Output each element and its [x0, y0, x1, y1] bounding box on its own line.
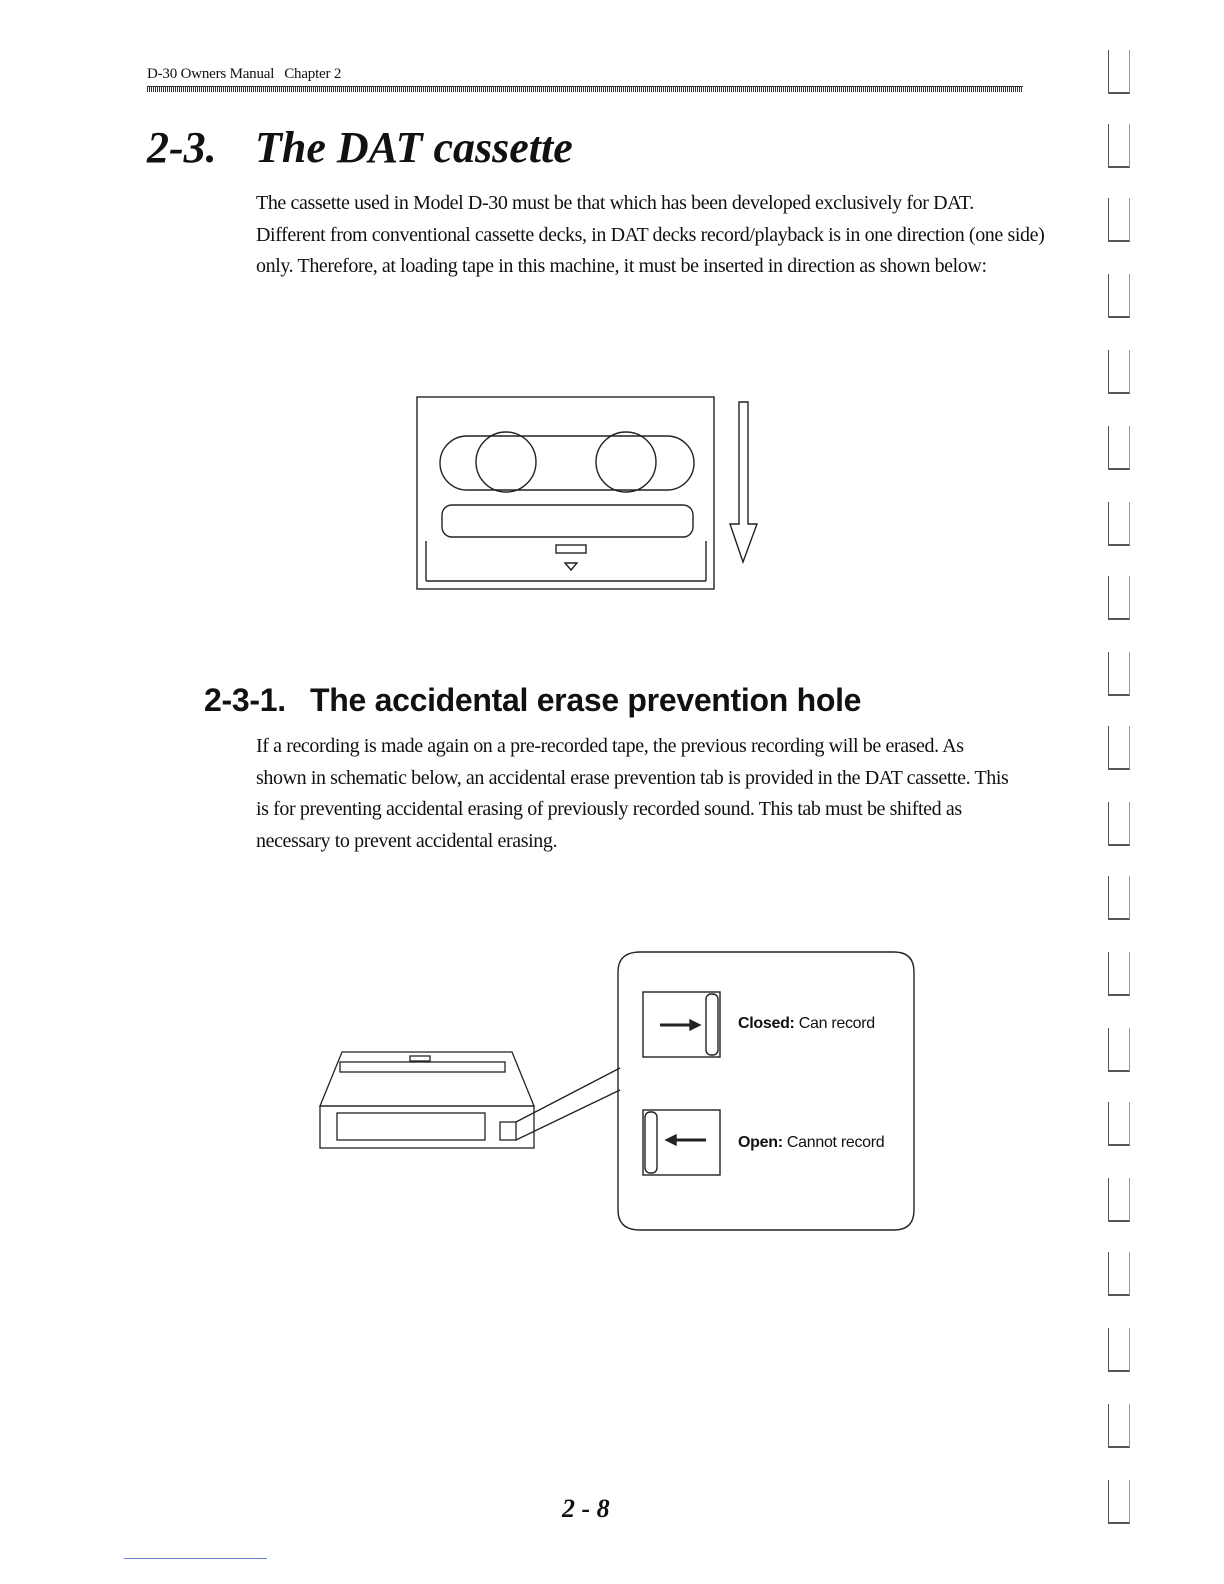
tab-detail-callout	[618, 952, 914, 1230]
index-tab	[1108, 652, 1130, 696]
subsection-heading	[204, 682, 861, 719]
index-tab	[1108, 1178, 1130, 1222]
cassette-insertion-figure	[417, 397, 757, 589]
paragraph-2: Different from conventional cassette decks, in DAT decks record/playback is in one direction (one side) only. Therefore, at loading tape in this machine, it must be inserted in direction as shown below:	[256, 223, 1045, 277]
callout-frame	[618, 952, 914, 1230]
closed-label	[738, 1015, 875, 1033]
cassette-top	[320, 1052, 534, 1106]
cassette-outline	[417, 397, 714, 589]
closed-label-text: Can record	[798, 1015, 875, 1032]
closed-tab-slider	[706, 994, 718, 1055]
front-window	[337, 1113, 485, 1140]
open-label-text: Cannot record	[786, 1134, 885, 1151]
subsection-paragraph: If a recording is made again on a pre-recorded tape, the previous recording will be erased. As shown in schematic below, an accidental erase prevention tab is provided in the DAT cassette. This is for preventing accidental erasing of previously recorded sound. This tab must be shifted as necessary to prevent accidental erasing.	[256, 735, 1009, 852]
chapter-label: Chapter 2	[284, 66, 342, 82]
index-tab	[1108, 1028, 1130, 1072]
index-tab	[1108, 198, 1130, 242]
closed-arrow	[690, 1020, 700, 1030]
open-arrow	[666, 1135, 676, 1145]
index-tab	[1108, 1480, 1130, 1524]
index-tab	[1108, 1328, 1130, 1372]
open-label-bold: Open:	[738, 1134, 783, 1151]
index-tab	[1108, 1102, 1130, 1146]
closed-label-bold: Closed:	[738, 1015, 795, 1032]
index-tab	[1108, 50, 1130, 94]
index-tab	[1108, 952, 1130, 996]
small-triangle	[565, 563, 577, 570]
index-tab	[1108, 726, 1130, 770]
subsection-number: 2-3-1.	[204, 682, 286, 718]
index-tab	[1108, 350, 1130, 394]
index-tab	[1108, 876, 1130, 920]
left-reel	[476, 432, 536, 492]
erase-tab	[500, 1122, 516, 1140]
index-tab	[1108, 1404, 1130, 1448]
slot	[556, 545, 586, 553]
index-tab	[1108, 1252, 1130, 1296]
tab-location-figure	[320, 1052, 620, 1148]
index-tab	[1108, 426, 1130, 470]
index-tab	[1108, 576, 1130, 620]
label-window	[442, 505, 693, 537]
open-tab-box	[643, 1110, 720, 1175]
index-tab	[1108, 124, 1130, 168]
open-label	[738, 1134, 884, 1152]
manual-title: D-30 Owners Manual	[147, 66, 275, 82]
insertion-arrow	[730, 402, 757, 562]
section-number: 2-3.	[147, 123, 217, 172]
subsection-body	[256, 731, 1016, 857]
index-tab	[1108, 802, 1130, 846]
open-tab-slider	[645, 1112, 657, 1173]
paragraph-1: The cassette used in Model D-30 must be that which has been developed exclusively for DAT.	[256, 192, 974, 214]
cassette-front	[320, 1106, 534, 1148]
index-tab	[1108, 274, 1130, 318]
index-tab	[1108, 502, 1130, 546]
page-number: 2 - 8	[562, 1494, 610, 1523]
subsection-title: The accidental erase prevention hole	[310, 682, 862, 718]
section-title: The DAT cassette	[255, 123, 573, 172]
right-reel	[596, 432, 656, 492]
bottom-rule	[124, 1558, 267, 1559]
